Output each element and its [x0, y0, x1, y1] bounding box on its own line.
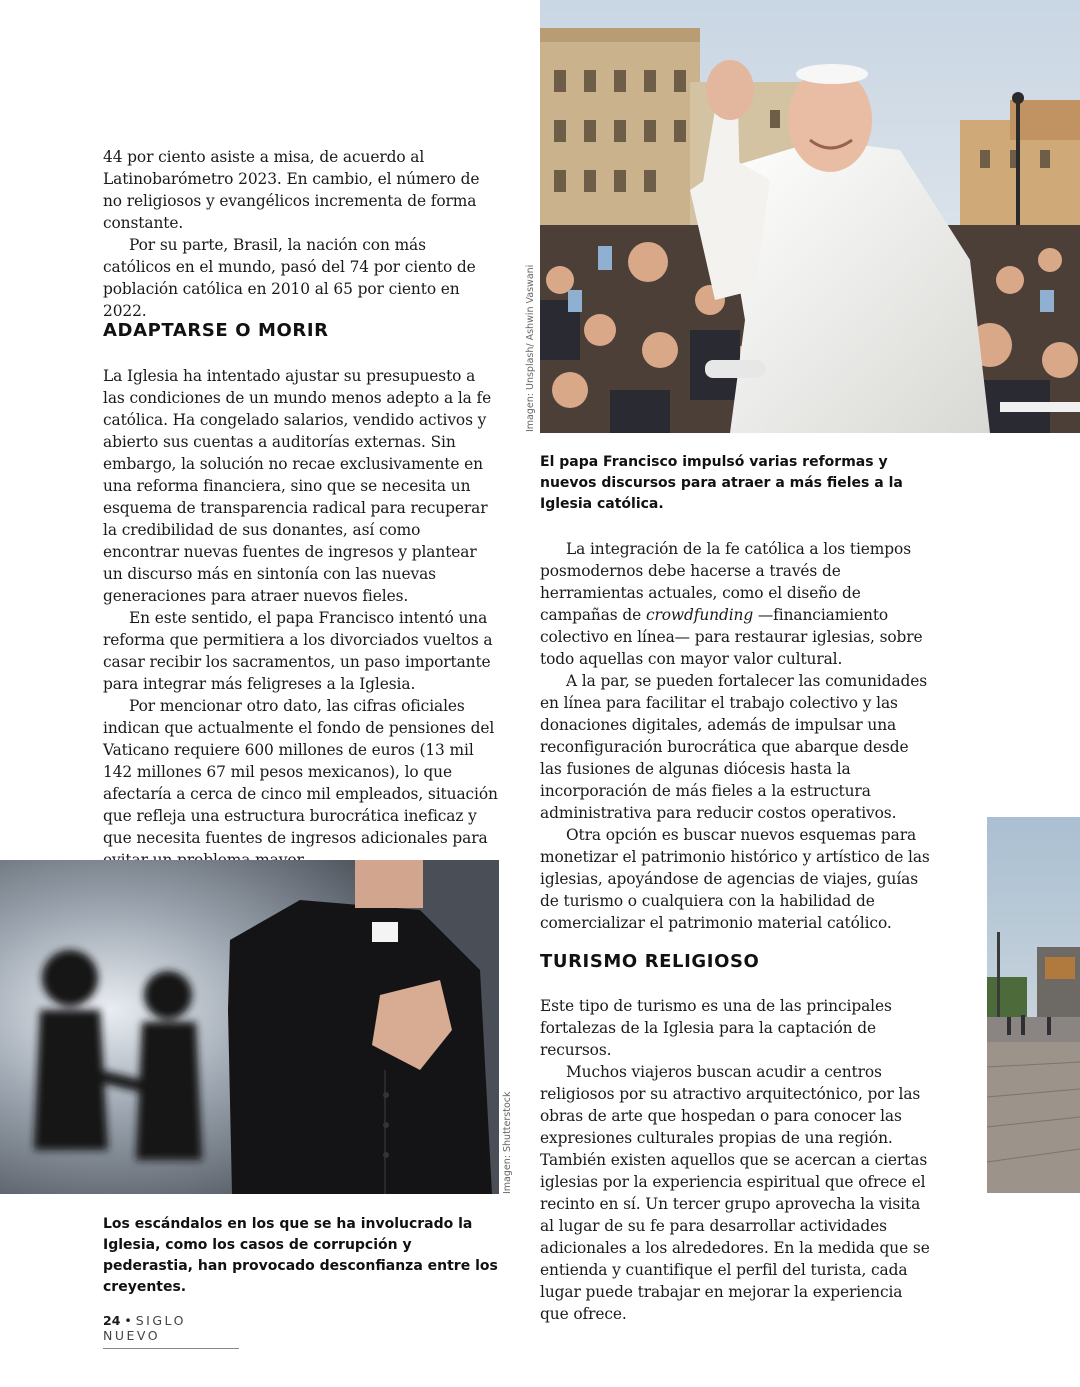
- priest-photo-caption: Los escándalos en los que se ha involucrado la Iglesia, como los casos de corrupción y pederastia, han provocado desconfianza entre los creyentes.: [103, 1216, 498, 1295]
- priest-photo: [0, 860, 499, 1194]
- pope-photo: [540, 0, 1080, 433]
- basilica-photo: [987, 817, 1080, 1193]
- pope-photo-caption: El papa Francisco impulsó varias reformas y nuevos discursos para atraer a más fieles a la Iglesia católica.: [540, 454, 903, 512]
- section-heading-turismo: TURISMO RELIGIOSO: [540, 951, 760, 972]
- pope-photo-credit: Imagen: Unsplash/ Ashwin Vaswani: [525, 264, 536, 432]
- page-number: 24: [103, 1313, 121, 1328]
- body-paragraph: Por mencionar otro dato, las cifras oficiales indican que actualmente el fondo de pensiones del Vaticano requiere 600 millones de euros (13 mil 142 millones 67 mil pesos mexicanos), lo que afectaría a cerca de cinco mil empleados, situación que refleja una estructura burocrática ineficaz y que necesita fuentes de ingresos adicionales para: [103, 697, 498, 847]
- priest-photo-credit: Imagen: Shutterstock: [502, 1091, 513, 1194]
- body-paragraph: Otra opción es buscar nuevos esquemas para monetizar el patrimonio histórico y artístico de las iglesias, apoyándose de agencias de viajes, guías de turismo o cualquiera con la habilidad de comercializar el patrimonio material católico.: [540, 826, 930, 932]
- italic-term: crowdfunding: [645, 606, 754, 624]
- body-paragraph: 44 por ciento asiste a misa, de acuerdo al Latinobarómetro 2023. En cambio, el número de no religiosos y evangélicos incrementa de forma constante.: [103, 148, 480, 232]
- page-footer: [103, 1313, 239, 1349]
- footer-separator: •: [124, 1313, 132, 1328]
- left-section-body: [103, 365, 498, 871]
- body-paragraph: La integración de la fe católica a los tiempos posmodernos debe hacerse a través de herramientas actuales, como el diseño de campañas de crowdfunding —financiamiento colectivo en línea— para restaurar iglesias, sobre todo aquellas con mayor valor cultural.: [540, 540, 923, 668]
- body-paragraph: Por su parte, Brasil, la nación con más católicos en el mundo, pasó del 74 por ciento de población católica en 2010 al 65 por ciento en 2022.: [103, 236, 476, 320]
- left-intro: [103, 146, 498, 322]
- priest-illustration: [0, 860, 499, 1194]
- right-section-body: [540, 995, 932, 1325]
- body-paragraph: En este sentido, el papa Francisco intentó una reforma que permitiera a los divorciados vueltos a casar recibir los sacramentos, un paso importante para integrar más feligreses a la Iglesia.: [103, 609, 493, 693]
- body-paragraph: A la par, se pueden fortalecer las comunidades en línea para facilitar el trabajo colectivo y las donaciones digitales, además de impulsar una reconfiguración burocrática que abarque desde las fusiones de algunas diócesis hasta la incorporación de más fieles a la estructura administrativa para reducir costos operativos.: [540, 672, 928, 822]
- body-paragraph: Este tipo de turismo es una de las principales fortalezas de la Iglesia para la captación de recursos.: [540, 997, 892, 1059]
- right-body: [540, 538, 932, 934]
- basilica-illustration: [987, 817, 1080, 1193]
- body-paragraph: La Iglesia ha intentado ajustar su presupuesto a las condiciones de un mundo menos adepto a la fe católica. Ha congelado salarios, vendido activos y abierto sus cuentas a auditorías externas. Sin embargo, la solución no recae exclusivamente en una reforma financiera, sino que se necesita un esquema de transparencia radical para recuperar la credibilidad de sus donantes, así como encontrar nuevas fuentes de ingresos y plantear un discurso más en sintonía con las nuevas generaciones para atraer nuevos fieles.: [103, 367, 492, 605]
- section-heading-adaptarse: ADAPTARSE O MORIR: [103, 320, 329, 341]
- body-paragraph: Muchos viajeros buscan acudir a centros religiosos por su atractivo arquitectónico, por las obras de arte que hospedan o para conocer las expresiones culturales propias de una región. También existen aquellos que se acercan a ciertas iglesias por la experiencia espiritual que ofrece el recinto en sí. Un tercer grupo aprovecha la visita al lugar de su fe para desarrollar actividades adicionales a los alrededores. En la medida que se entienda y cuantifique el perfil del turista, cada lugar puede trabajar en mejorar la experiencia que ofrece.: [540, 1063, 930, 1323]
- magazine-name: SIGLO NUEVO: [103, 1313, 186, 1343]
- pope-illustration: [540, 0, 1080, 433]
